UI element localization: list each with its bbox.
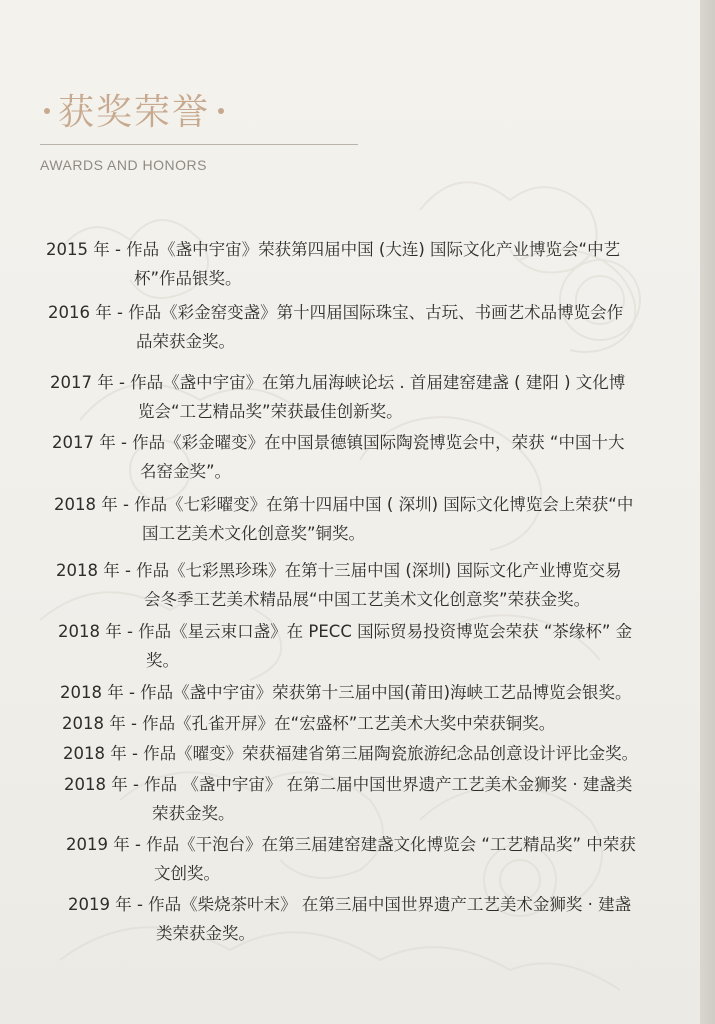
award-line-2: 会冬季工艺美术精品展“中国工艺美术文化创意奖”荣获金奖。 bbox=[144, 590, 591, 609]
award-line-2: 杯”作品银奖。 bbox=[134, 269, 242, 288]
award-line-1: 2018 年 - 作品《孔雀开屏》在“宏盛杯”工艺美术大奖中荣获铜奖。 bbox=[62, 714, 556, 733]
award-item bbox=[52, 428, 624, 486]
award-item bbox=[68, 890, 631, 948]
award-line-1: 2018 年 - 作品 《盏中宇宙》 在第二届中国世界遗产工艺美术金狮奖 · 建盏类 bbox=[64, 775, 633, 794]
award-line-1: 2018 年 - 作品《星云束口盏》在 PECC 国际贸易投资博览会荣获 “茶缘杯” 金 bbox=[58, 622, 633, 641]
award-item bbox=[54, 490, 633, 548]
award-line-2: 览会“工艺精品奖”荣获最佳创新奖。 bbox=[138, 402, 403, 421]
award-item bbox=[62, 709, 555, 738]
page-subtitle: AWARDS AND HONORS bbox=[40, 157, 207, 173]
award-line-1: 2018 年 - 作品《七彩曜变》在第十四届中国 ( 深圳) 国际文化博览会上荣获“中 bbox=[54, 495, 634, 514]
award-item bbox=[46, 235, 620, 293]
award-line-2: 类荣获金奖。 bbox=[156, 924, 255, 943]
award-line-1: 2018 年 - 作品《曜变》荣获福建省第三届陶瓷旅游纪念品创意设计评比金奖。 bbox=[63, 744, 639, 763]
award-line-1: 2018 年 - 作品《盏中宇宙》荣获第十三届中国(莆田)海峡工艺品博览会银奖。 bbox=[60, 683, 632, 702]
award-item bbox=[64, 770, 632, 828]
award-line-1: 2017 年 - 作品《盏中宇宙》在第九届海峡论坛 . 首届建窑建盏 ( 建阳 ) 文化博 bbox=[50, 373, 626, 392]
award-line-2: 名窑金奖”。 bbox=[140, 462, 232, 481]
award-line-2: 文创奖。 bbox=[154, 864, 220, 883]
award-line-2: 国工艺美术文化创意奖”铜奖。 bbox=[142, 524, 366, 543]
award-line-1: 2017 年 - 作品《彩金曜变》在中国景德镇国际陶瓷博览会中，荣获 “中国十大 bbox=[52, 433, 625, 452]
award-line-2: 奖。 bbox=[146, 651, 179, 670]
award-line-1: 2018 年 - 作品《七彩黑珍珠》在第十三届中国 (深圳) 国际文化产业博览交易 bbox=[56, 561, 622, 580]
award-item bbox=[50, 368, 625, 426]
award-item bbox=[56, 556, 622, 614]
award-item bbox=[60, 678, 632, 707]
award-item bbox=[58, 617, 632, 675]
award-line-2: 荣获金奖。 bbox=[152, 804, 235, 823]
award-line-1: 2019 年 - 作品《柴烧茶叶末》 在第三届中国世界遗产工艺美术金狮奖 · 建盏 bbox=[68, 895, 632, 914]
award-item bbox=[66, 830, 636, 888]
page-title-text: 获奖荣誉 bbox=[58, 92, 211, 133]
award-line-1: 2019 年 - 作品《干泡台》在第三届建窑建盏文化博览会 “工艺精品奖” 中荣获 bbox=[66, 835, 636, 854]
award-line-2: 品荣获金奖。 bbox=[136, 332, 235, 351]
card-right-edge bbox=[700, 0, 715, 1024]
award-line-1: 2015 年 - 作品《盏中宇宙》荣获第四届中国 (大连) 国际文化产业博览会“中艺 bbox=[46, 240, 621, 259]
award-item bbox=[48, 298, 623, 356]
award-item bbox=[63, 739, 638, 768]
award-line-1: 2016 年 - 作品《彩金窑变盏》第十四届国际珠宝、古玩、书画艺术品博览会作 bbox=[48, 303, 624, 322]
